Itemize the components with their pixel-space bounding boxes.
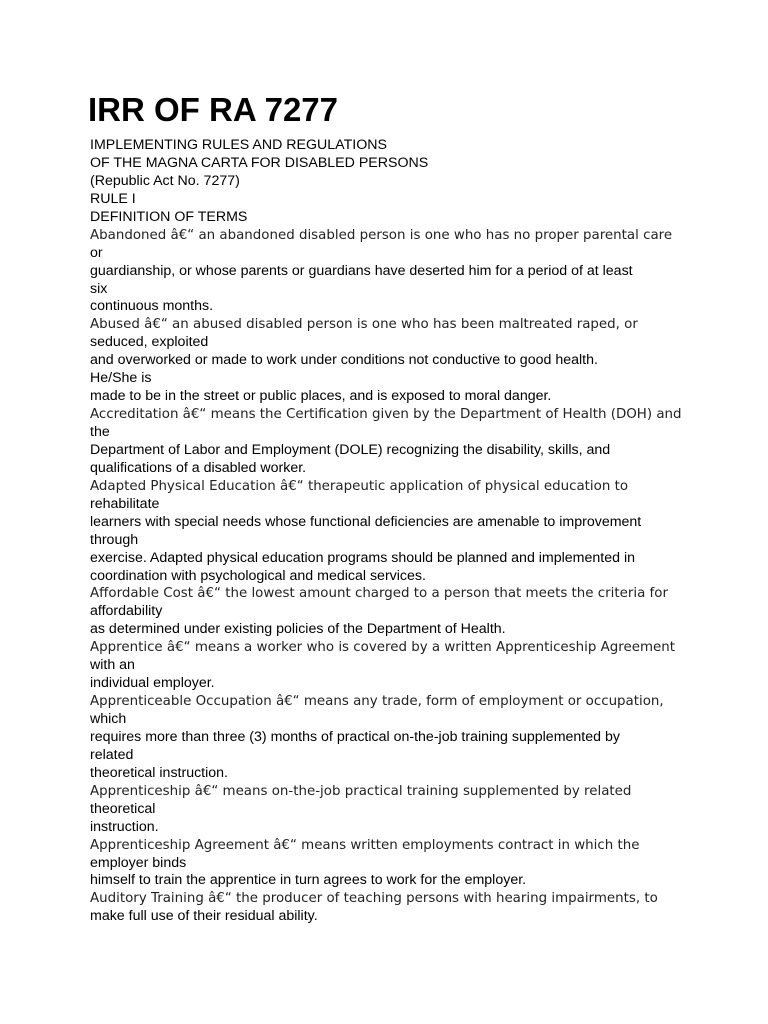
text-line: exercise. Adapted physical education programs should be planned and implemented in bbox=[90, 549, 635, 566]
text-line: instruction. bbox=[90, 818, 159, 835]
text-line: learners with special needs whose functional deficiencies are amenable to improvement bbox=[90, 513, 642, 530]
text-line: theoretical bbox=[90, 800, 156, 817]
text-line: (Republic Act No. 7277) bbox=[90, 172, 240, 189]
text-line: seduced, exploited bbox=[90, 334, 209, 351]
text-line: and overworked or made to work under conditions not conductive to good health. bbox=[90, 352, 598, 369]
text-line: DEFINITION OF TERMS bbox=[90, 208, 248, 225]
text-line: related bbox=[90, 746, 134, 763]
text-line: continuous months. bbox=[90, 298, 214, 315]
text-line: Adapted Physical Education â€“ therapeutic application of physical education to bbox=[90, 478, 629, 494]
text-line: OF THE MAGNA CARTA FOR DISABLED PERSONS bbox=[90, 154, 429, 171]
text-line: Accreditation â€“ means the Certification given by the Department of Health (DOH) and bbox=[90, 407, 682, 423]
text-line: He/She is bbox=[90, 370, 152, 387]
text-line: theoretical instruction. bbox=[90, 764, 229, 781]
text-line: Apprenticeable Occupation â€“ means any trade, form of employment or occupation, bbox=[90, 694, 664, 710]
text-line: qualifications of a disabled worker. bbox=[90, 459, 307, 476]
text-line: the bbox=[90, 424, 110, 440]
text-line: made to be in the street or public places, and is exposed to moral danger. bbox=[90, 388, 552, 405]
text-line: six bbox=[90, 280, 108, 297]
text-line: himself to train the apprentice in turn agrees to work for the employer. bbox=[90, 872, 527, 889]
text-line: requires more than three (3) months of practical on-the-job training supplemented by bbox=[90, 728, 620, 745]
text-line: Apprenticeship â€“ means on-the-job practical training supplemented by related bbox=[90, 783, 632, 799]
document-title: IRR OF RA 7277 bbox=[88, 91, 339, 128]
document-body bbox=[90, 137, 750, 926]
text-line: Auditory Training â€“ the producer of teaching persons with hearing impairments, to bbox=[90, 891, 658, 907]
text-line: Abused â€“ an abused disabled person is one who has been maltreated raped, or bbox=[90, 317, 638, 333]
text-line: IMPLEMENTING RULES AND REGULATIONS bbox=[90, 137, 387, 153]
text-line: or bbox=[90, 244, 103, 261]
text-line: make full use of their residual ability. bbox=[90, 908, 318, 925]
text-line: with an bbox=[90, 657, 135, 674]
text-line: Affordable Cost â€“ the lowest amount charged to a person that meets the criteria for bbox=[90, 586, 668, 602]
text-line: RULE I bbox=[90, 190, 136, 207]
text-line: Abandoned â€“ an abandoned disabled person is one who has no proper parental care bbox=[90, 227, 673, 243]
text-line: guardianship, or whose parents or guardians have deserted him for a period of at least bbox=[90, 262, 633, 279]
text-line: as determined under existing policies of the Department of Health. bbox=[90, 621, 506, 638]
text-line: Apprentice â€“ means a worker who is covered by a written Apprenticeship Agreement bbox=[90, 640, 675, 656]
text-line: Department of Labor and Employment (DOLE) recognizing the disability, skills, and bbox=[90, 441, 611, 458]
text-line: affordability bbox=[90, 603, 163, 620]
text-line: individual employer. bbox=[90, 675, 215, 692]
text-line: through bbox=[90, 531, 139, 548]
text-line: which bbox=[90, 711, 127, 727]
text-line: rehabilitate bbox=[90, 495, 160, 512]
text-line: Apprenticeship Agreement â€“ means written employments contract in which the bbox=[90, 837, 640, 853]
text-line: coordination with psychological and medical services. bbox=[90, 567, 426, 584]
text-line: employer binds bbox=[90, 854, 187, 871]
